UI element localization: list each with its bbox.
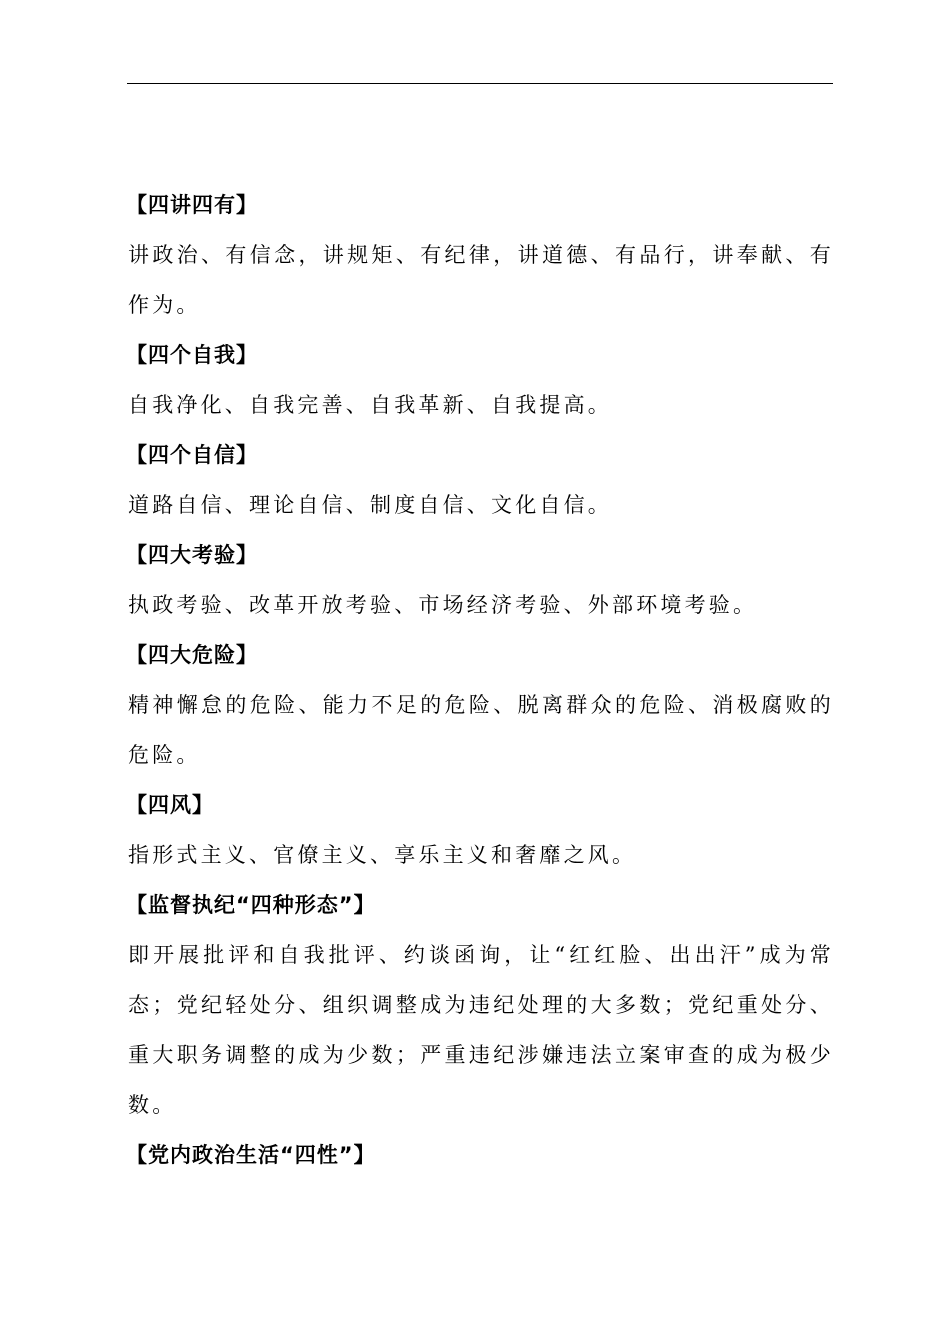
section-heading: 【四讲四有】 <box>126 193 258 217</box>
section-si-feng <box>128 780 834 880</box>
section-si-da-kao-yan <box>128 530 834 630</box>
section-body: 即开展批评和自我批评、约谈函询，让“红红脸、出出汗”成为常态；党纪轻处分、组织调整成为违纪处理的大多数；党纪重处分、重大职务调整的成为少数；严重违纪涉嫌违法立案审查的成为极少数。 <box>128 943 834 1117</box>
section-body: 自我净化、自我完善、自我革新、自我提高。 <box>128 393 612 417</box>
document-body <box>128 180 834 1180</box>
section-body: 精神懈怠的危险、能力不足的危险、脱离群众的危险、消极腐败的危险。 <box>128 693 834 767</box>
section-heading: 【四个自我】 <box>126 343 258 367</box>
section-body: 讲政治、有信念，讲规矩、有纪律，讲道德、有品行，讲奉献、有作为。 <box>128 243 834 317</box>
section-si-jiang-si-you <box>128 180 834 330</box>
section-body: 执政考验、改革开放考验、市场经济考验、外部环境考验。 <box>128 593 758 617</box>
section-heading: 【四个自信】 <box>126 443 258 467</box>
header-rule <box>127 83 833 84</box>
section-body: 道路自信、理论自信、制度自信、文化自信。 <box>128 493 612 517</box>
section-si-da-wei-xian <box>128 630 834 780</box>
section-heading: 【四风】 <box>126 793 214 817</box>
section-heading: 【四大考验】 <box>126 543 258 567</box>
section-heading: 【四大危险】 <box>126 643 258 667</box>
section-body: 指形式主义、官僚主义、享乐主义和奢靡之风。 <box>128 843 637 867</box>
section-si-zhong-xing-tai <box>128 880 834 1130</box>
section-si-ge-zi-wo <box>128 330 834 430</box>
section-heading: 【监督执纪“四种形态”】 <box>126 893 376 917</box>
section-heading: 【党内政治生活“四性”】 <box>126 1143 376 1167</box>
section-si-xing <box>128 1130 834 1180</box>
section-si-ge-zi-xin <box>128 430 834 530</box>
